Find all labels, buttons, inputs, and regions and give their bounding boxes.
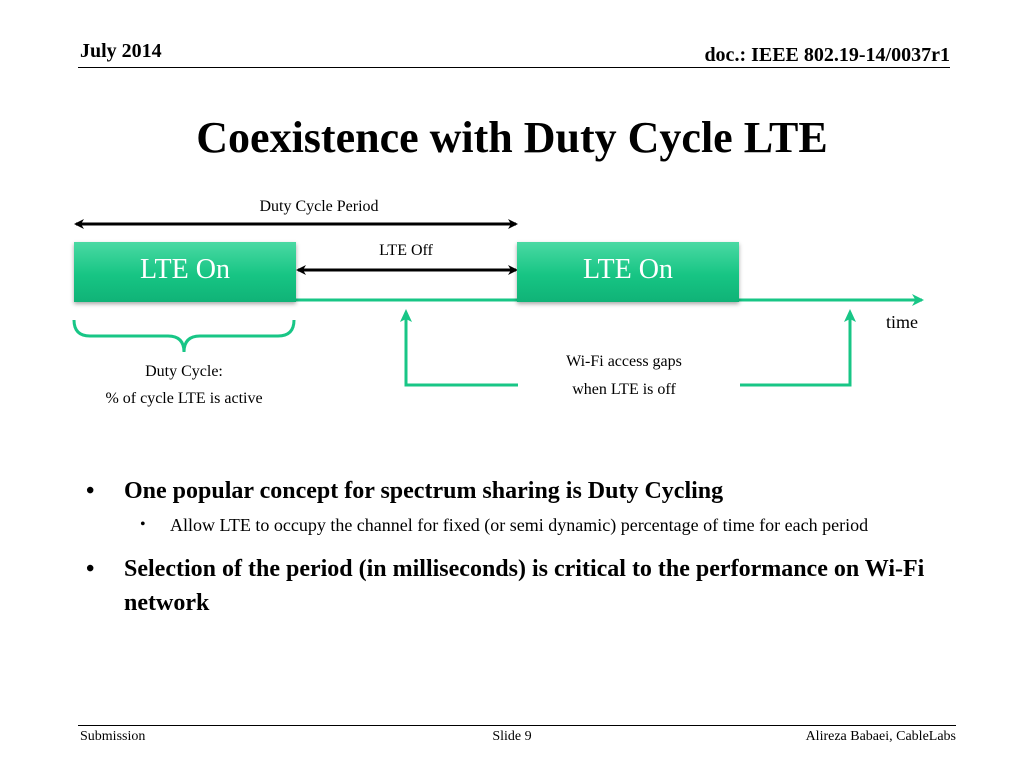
footer-slide-number: Slide 9 <box>492 729 532 744</box>
time-label: time <box>886 312 918 332</box>
wifi-gap-arrow-right <box>740 312 850 385</box>
footer-author: Alireza Babaei, CableLabs <box>805 729 956 744</box>
duty-cycle-label-line2: % of cycle LTE is active <box>105 390 263 407</box>
footer-submission: Submission <box>80 729 146 744</box>
duty-cycle-label-line1: Duty Cycle: <box>145 363 223 380</box>
bullet-list <box>86 474 966 620</box>
bullet-text: Selection of the period (in milliseconds) is critical to the performance on Wi-Fi network <box>124 556 925 616</box>
wifi-gaps-label-line1: Wi-Fi access gaps <box>566 353 682 370</box>
bullet-glyph: • <box>86 478 95 504</box>
bullet-glyph: • <box>86 556 95 582</box>
header-doc-id: doc.: IEEE 802.19-14/0037r1 <box>704 44 950 66</box>
lte-on-box-1: LTE On <box>74 242 296 302</box>
lte-on-box-2: LTE On <box>517 242 739 302</box>
header-date: July 2014 <box>80 40 162 62</box>
slide-title: Coexistence with Duty Cycle LTE <box>196 113 828 162</box>
footer-divider <box>78 725 956 726</box>
duty-cycle-bracket <box>74 320 294 352</box>
duty-cycle-period-label: Duty Cycle Period <box>259 198 379 215</box>
bullet-item-duty-cycling <box>86 474 966 508</box>
wifi-gap-arrow-left <box>406 312 518 385</box>
bullet-item-period-selection <box>86 552 966 620</box>
sub-bullet-text: Allow LTE to occupy the channel for fixed (or semi dynamic) percentage of time for each period <box>170 515 869 535</box>
lte-off-label: LTE Off <box>379 242 433 259</box>
wifi-gaps-label-line2: when LTE is off <box>572 381 676 398</box>
bullet-text: One popular concept for spectrum sharing is Duty Cycling <box>124 478 724 504</box>
sub-bullet-item <box>124 512 966 538</box>
sub-bullet-glyph: • <box>140 516 146 533</box>
